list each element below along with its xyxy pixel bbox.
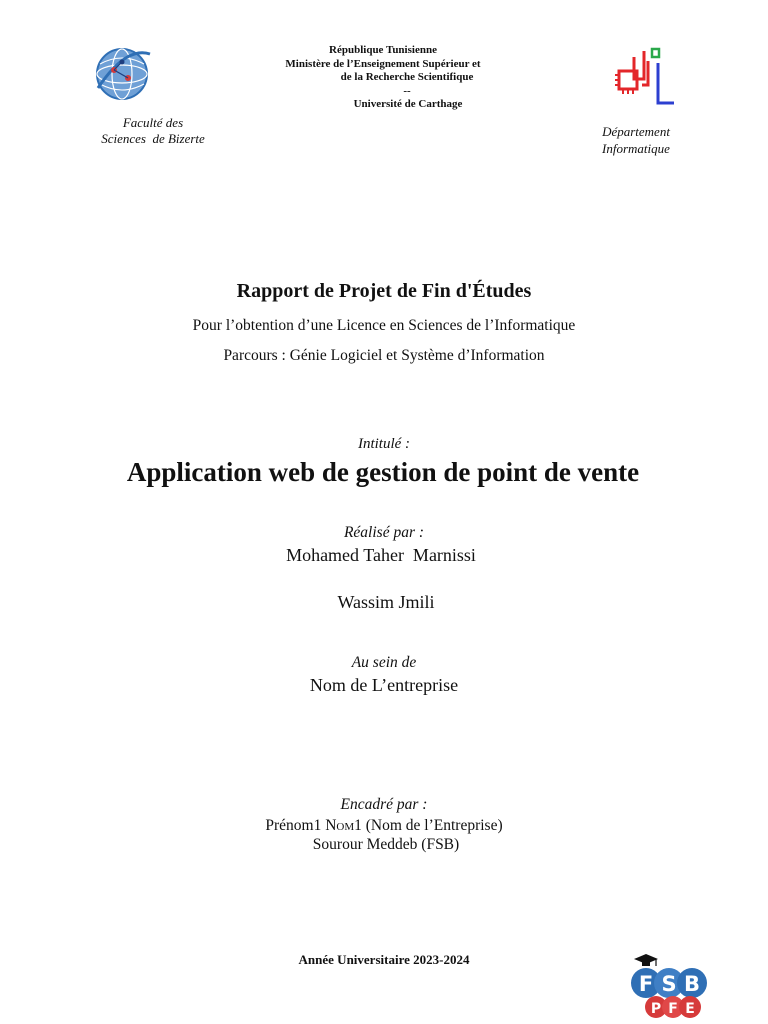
department-logo [612,45,678,109]
supervisor-1-first-name: Prénom1 [265,817,322,834]
logo-letter-e: E [685,1001,695,1017]
supervisor-2: Sourour Meddeb (FSB) [312,836,460,853]
graduation-cap-icon [634,954,658,966]
supervisor-1 [0,817,768,835]
department-name-line1: Département [602,124,670,139]
intitule-label: Intitulé : [357,436,411,452]
logo-letter-f: F [638,972,654,996]
report-title: Rapport de Projet de Fin d'Études [236,280,532,302]
supervisor-1-organization: (Nom de l’Entreprise) [365,817,503,834]
ministry-line-university: Université de Carthage [353,98,463,110]
supervisor-1-last-name: Nom1 [325,817,362,834]
ministry-line-research: de la Recherche Scientifique [340,71,474,83]
authors-label: Réalisé par : [343,524,425,541]
ministry-line-separator: -- [403,84,411,97]
faculty-name [80,115,226,147]
logo-letter-p: P [650,1001,662,1017]
department-name-line2: Informatique [602,141,670,156]
fsb-pfe-logo [628,953,710,1021]
licence-line: Pour l’obtention d’une Licence en Sciences de l’Informatique [192,317,576,334]
logo-letter-f2: F [668,1001,678,1017]
company-name: Nom de L’entreprise [309,675,459,695]
ministry-block [255,44,511,112]
ministry-line-ministry: Ministère de l’Enseignement Supérieur et [285,57,481,70]
academic-year: Année Universitaire 2023-2024 [298,952,470,967]
logo-letter-s: S [661,972,677,996]
author-name-1: Mohamed Taher Marnissi [286,545,476,565]
parcours-line: Parcours : Génie Logiciel et Système d’Information [223,347,545,364]
company-label: Au sein de [351,654,417,671]
faculty-name-line2: Sciences de Bizerte [101,131,205,146]
department-name [580,123,692,157]
ministry-line-republic: République Tunisienne [329,44,437,56]
faculty-globe-logo [92,44,152,102]
supervisors-label: Encadré par : [340,796,428,813]
author-name-2: Wassim Jmili [337,592,435,612]
logo-letter-b: B [683,972,701,996]
project-title: Application web de gestion de point de vente [126,457,640,487]
faculty-name-line1: Faculté des [122,115,184,130]
